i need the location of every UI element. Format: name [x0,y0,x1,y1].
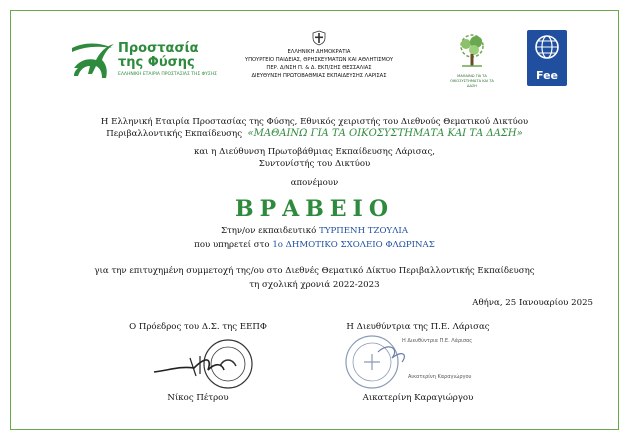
gov-line: ΕΛΛΗΝΙΚΗ ΔΗΜΟΚΡΑΤΙΑ [287,49,351,55]
tree-icon [452,32,492,70]
award-title: ΒΡΑΒΕΙΟ [234,196,395,222]
org-subtitle: ΕΛΛΗΝΙΚΗ ΕΤΑΙΡΙΑ ΠΡΟΣΤΑΣΙΑΣ ΤΗΣ ΦΥΣΗΣ [118,72,217,77]
award-verb: απονέμουν [290,178,339,188]
fee-logo [527,30,567,86]
left-signature-stamp [150,336,270,392]
right-stamp-line-2: Αικατερίνη Καραγιώργου [408,374,472,380]
fee-label: Fee [536,69,558,82]
greek-emblem-icon [311,30,327,46]
school-line [40,238,589,252]
right-signatory-name: Αικατερίνη Καραγιώργου [362,393,474,403]
recipient-line [40,224,589,238]
reason-block [40,264,589,292]
network-title: «ΜΑΘΑΙΝΩ ΓΙΑ ΤΑ ΟΙΚΟΣΥΣΤΗΜΑΤΑ ΚΑΙ ΤΑ ΔΑΣΗ» [247,128,523,139]
school-year-line: τη σχολική χρονιά 2022-2023 [249,280,380,290]
coordinator-text [40,146,589,170]
recipient-prefix: Στην/ον εκπαιδευτικό [220,226,317,236]
government-header [214,30,424,80]
org-name: Προστασία της Φύσης [118,41,199,70]
goat-logo-icon [70,38,116,84]
left-signatory-name: Νίκος Πέτρου [167,393,229,403]
school-prefix: που υπηρετεί στο [194,240,270,250]
network-logo [448,32,496,88]
gov-line: ΥΠΟΥΡΓΕΙΟ ΠΑΙΔΕΙΑΣ, ΘΡΗΣΚΕΥΜΑΤΩΝ ΚΑΙ ΑΘΛΗΤΙΣΜΟΥ [244,57,394,63]
intro-text [40,116,589,140]
school-name: 1ο ΔΗΜΟΤΙΚΟ ΣΧΟΛΕΙΟ ΦΛΩΡΙΝΑΣ [272,240,435,250]
recipient-block [40,224,589,252]
right-stamp-line-1: Η Διευθύντρια Π.Ε. Λάρισας [402,338,473,344]
left-signatory-title: Ο Πρόεδρος του Δ.Σ. της ΕΕΠΦ [129,322,267,332]
right-signature-stamp [342,330,473,392]
coordinator-line-1: και η Διεύθυνση Πρωτοβάθμιας Εκπαίδευσης Λάρισας, [193,147,436,157]
gov-line: ΔΙΕΥΘΥΝΣΗ ΠΡΩΤΟΒΑΘΜΙΑΣ ΕΚΠΑΙΔΕΥΣΗΣ ΛΑΡΙΣΑΣ [251,73,387,79]
coordinator-line-2: Συντονίστής του Δικτύου [258,159,371,169]
network-logo-caption: ΜΑΘΑΙΝΩ ΓΙΑ ΤΑ ΟΙΚΟΣΥΣΤΗΜΑΤΑ ΚΑΙ ΤΑ ΔΑΣΗ [450,74,494,88]
reason-line: για την επιτυχημένη συμμετοχή της/ου στο Διεθνές Θεματικό Δίκτυο Περιβαλλοντικής Εκπαίδευσης [94,266,535,276]
intro-line-2-prefix: Περιβαλλοντικής Εκπαίδευσης [106,129,243,139]
gov-line: ΠΕΡ. Δ/ΝΣΗ Π. & Δ. ΕΚΠ/ΣΗΣ ΘΕΣΣΑΛΙΑΣ [266,65,372,71]
org-logo [70,38,217,86]
issue-date: Αθήνα, 25 Ιανουαρίου 2025 [472,298,593,308]
intro-line-2 [40,128,589,140]
recipient-name: ΤΥΡΠΕΝΗ ΤΖΟΥΛΙΑ [319,226,409,236]
globe-icon [527,30,567,66]
intro-line-1: Η Ελληνική Εταιρία Προστασίας της Φύσης, Εθνικός χειριστής του Διεθνούς Θεματικού Δικτύου [100,117,529,127]
right-signatory-title: Η Διευθύντρια της Π.Ε. Λάρισας [346,322,490,332]
